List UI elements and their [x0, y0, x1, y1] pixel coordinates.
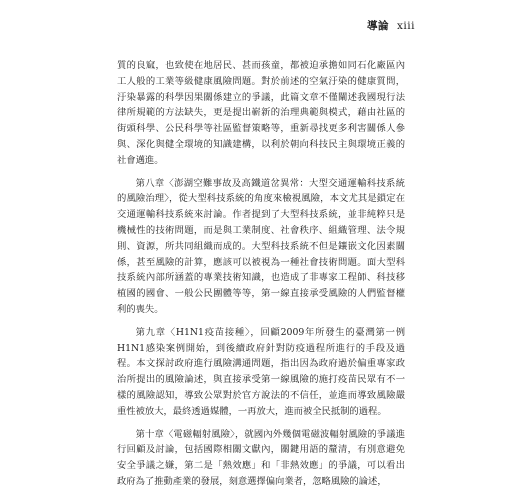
chapter-title: 導論 [367, 20, 389, 32]
paragraph-continued: 質的良窳，也致使在地居民、甚而孩童，都被迫承擔如同石化廠區內工人般的工業等級健康風險問題。對於前述的空氣汙染的健康質問，汙染暴露的科學因果關係建立的爭議，此篇文章不僅闡述我國現行法律所規範的方法缺失，更是提出嶄新的治理典範與模式，藉由社區的街頭科學、公民科學等社區監督策略等，重新尋找更多利害關係人參與、深化與健全環境的知識建構，以利於朝向科技民主與環境正義的社會邁進。 [117, 60, 405, 166]
page-number: xiii [397, 20, 415, 32]
body-text [117, 58, 405, 497]
running-head [367, 18, 415, 33]
paragraph-chapter-8: 第八章〈澎湖空難事故及高鐵道岔異常：大型交通運輸科技系統的風險治理〉，從大型科技系統的角度來檢視風險，本文尤其是鎖定在交通運輸科技系統來討論。作者提到了大型科技系統，並非純粹只是機械性的技術問題，而是與工業制度、社會秩序、組織管理、法令規則、資源，所共同組織而成的。大型科技系統不但是鑲嵌文化因素關係，甚至風險的計算，應該可以被視為一種社會技術問題。面大型科技系統內部所涵蓋的專業技術知識，也造成了非專家工程師、科技移植國的國會、一般公民團體等等，第一線直接承受風險的人們監督權利的喪失。 [117, 177, 405, 315]
paragraph-chapter-9: 第九章〈H1N1疫苗接種〉，回顧2009年所發生的臺灣第一例H1N1感染案例開始，到後續政府針對防疫過程所進行的手段及過程。本文探討政府進行風險溝通問題，指出因為政府過於偏重專家政治所提出的風險論述，與直接承受第一線風險的施打疫苗民眾有不一樣的風險認知，導致公眾對於官方說法的不信任，並進而導致風險嚴重性被放大，最終透過媒體，一再放大，進而被全民抵制的過程。 [117, 326, 405, 417]
paragraph-chapter-10: 第十章〈電磁輻射風險〉，就國內外幾個電磁波輻射風險的爭議進行回顧及討論，包括國際相關文獻內，關鍵用語的釐清，有別意避免安全爭議之嫌，第二是「熱效應」和「非熱效應」的爭議，可以看出政府為了推動產業的發展，刻意選擇偏向業者，忽略風險的論述， [117, 428, 405, 487]
